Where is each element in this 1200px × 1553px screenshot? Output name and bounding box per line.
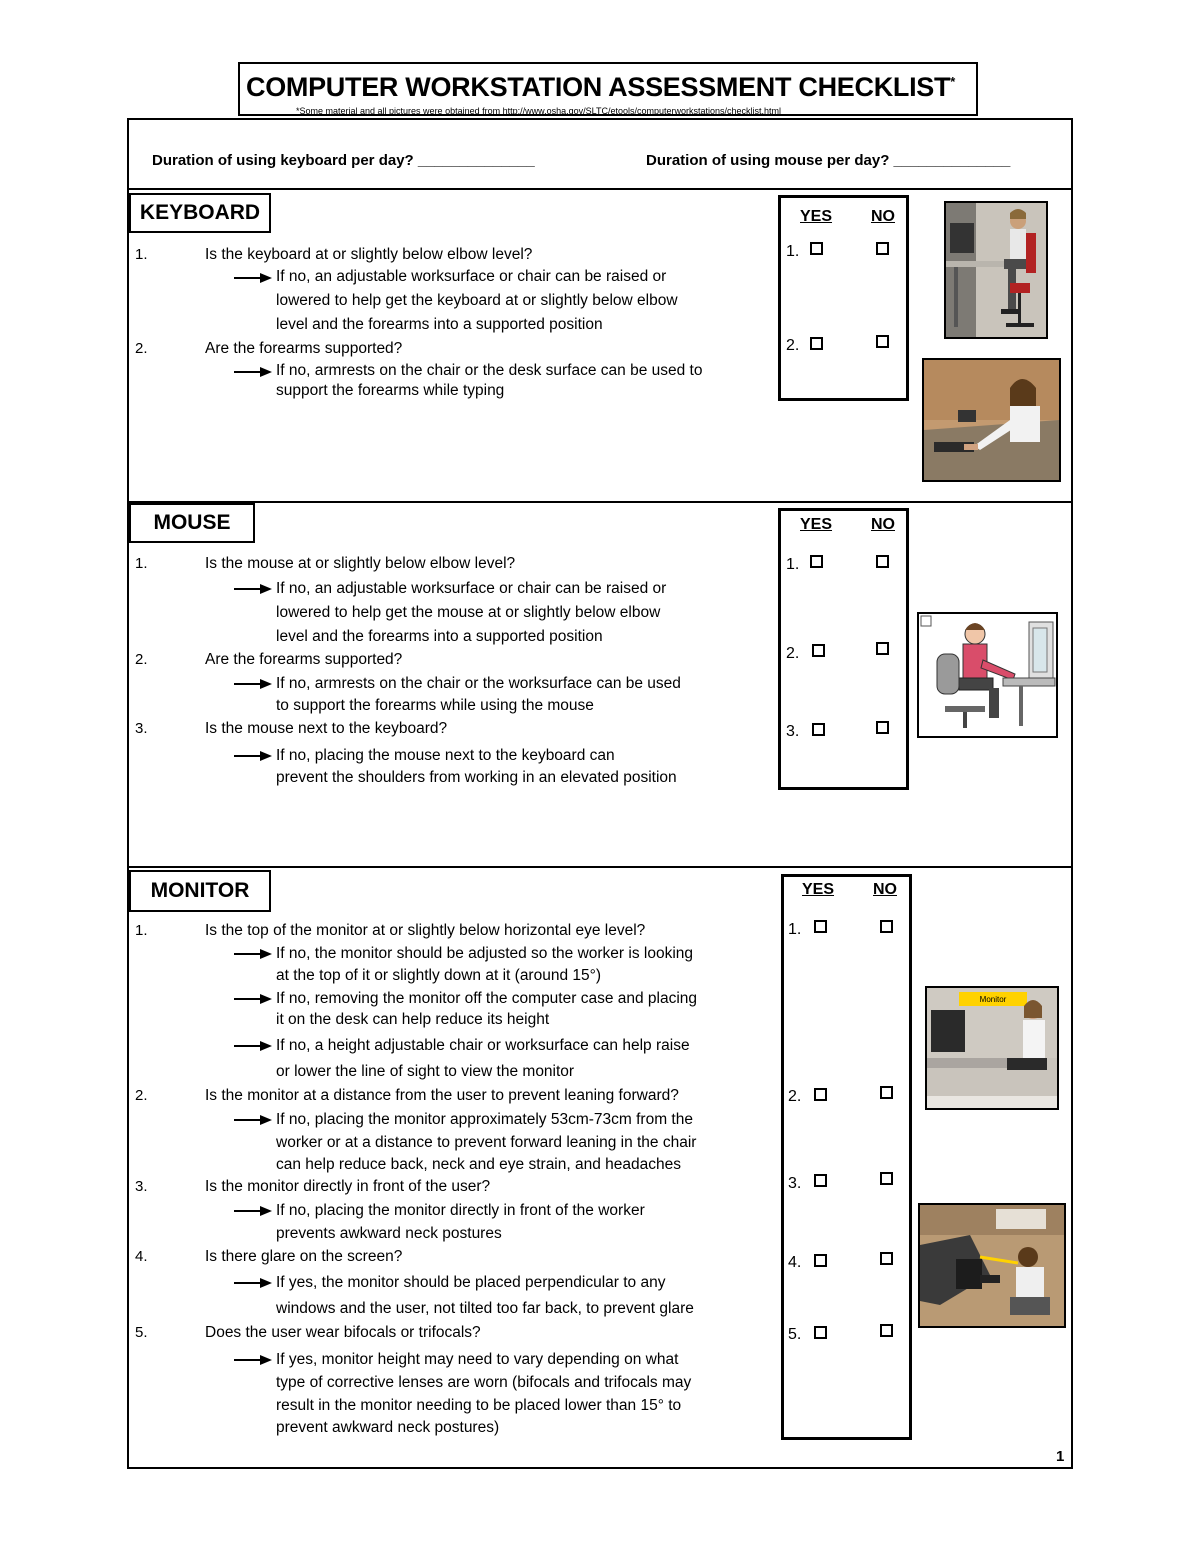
yes-checkbox[interactable] — [810, 555, 823, 568]
no-heading: NO — [871, 516, 895, 533]
hint-line: level and the forearms into a supported position — [276, 628, 603, 645]
question-text: Is the keyboard at or slightly below elbow level? — [205, 246, 533, 263]
yes-checkbox[interactable] — [812, 723, 825, 736]
mouse-heading: MOUSE — [129, 503, 255, 543]
hint-line: worker or at a distance to prevent forward leaning in the chair — [276, 1134, 697, 1151]
hint-line: If no, placing the mouse next to the keyboard can — [276, 747, 615, 764]
keyboard-heading: KEYBOARD — [129, 193, 271, 233]
yes-checkbox[interactable] — [810, 242, 823, 255]
question-text: Does the user wear bifocals or trifocals? — [205, 1324, 481, 1341]
keyboard-forearm-photo — [922, 358, 1061, 482]
yes-checkbox[interactable] — [814, 920, 827, 933]
hint-line: If no, an adjustable worksurface or chair can be raised or — [276, 580, 667, 597]
hint-line: If no, placing the monitor directly in front of the worker — [276, 1202, 645, 1219]
hint-line: prevents awkward neck postures — [276, 1225, 502, 1242]
no-checkbox[interactable] — [880, 920, 893, 933]
mouse-posture-illustration — [917, 612, 1058, 738]
check-label: 3. — [786, 723, 800, 740]
question-number: 1. — [135, 922, 148, 939]
hint-line: If yes, monitor height may need to vary depending on what — [276, 1351, 679, 1368]
arrow-icon — [234, 1040, 272, 1052]
hint-line: type of corrective lenses are worn (bifocals and trifocals may — [276, 1374, 692, 1391]
no-heading: NO — [873, 881, 897, 898]
question-text: Is the monitor directly in front of the user? — [205, 1178, 491, 1195]
no-checkbox[interactable] — [880, 1252, 893, 1265]
check-label: 5. — [788, 1326, 802, 1343]
photo-caption: Monitor — [979, 995, 1007, 1004]
source-note: *Some material and all pictures were obtained from http://www.osha.gov/SLTC/etools/computerworkstations/checklist.html — [296, 106, 782, 116]
hint-line: can help reduce back, neck and eye strain, and headaches — [276, 1156, 681, 1173]
question-text: Is the top of the monitor at or slightly below horizontal eye level? — [205, 922, 646, 939]
arrow-icon — [234, 948, 272, 960]
arrow-icon — [234, 678, 272, 690]
page-number: 1 — [1056, 1448, 1065, 1465]
yes-checkbox[interactable] — [814, 1088, 827, 1101]
hint-line: prevent the shoulders from working in an elevated position — [276, 769, 677, 786]
question-text: Are the forearms supported? — [205, 340, 403, 357]
hint-line: lowered to help get the keyboard at or slightly below elbow — [276, 292, 678, 309]
arrow-icon — [234, 366, 272, 378]
hint-line: support the forearms while typing — [276, 382, 505, 399]
monitor-answer-box — [781, 874, 912, 1440]
check-label: 1. — [786, 243, 800, 260]
hint-line: If no, the monitor should be adjusted so the worker is looking — [276, 945, 694, 962]
question-number: 3. — [135, 720, 148, 737]
no-checkbox[interactable] — [880, 1324, 893, 1337]
no-checkbox[interactable] — [876, 555, 889, 568]
check-label: 3. — [788, 1175, 802, 1192]
mouse-duration-label: Duration of using mouse per day? ______________ — [646, 152, 1011, 169]
yes-checkbox[interactable] — [814, 1254, 827, 1267]
arrow-icon — [234, 750, 272, 762]
yes-checkbox[interactable] — [814, 1174, 827, 1187]
arrow-icon — [234, 583, 272, 595]
no-checkbox[interactable] — [876, 242, 889, 255]
hint-line: lowered to help get the mouse at or slightly below elbow — [276, 604, 661, 621]
question-text: Is there glare on the screen? — [205, 1248, 403, 1265]
yes-heading: YES — [800, 208, 833, 225]
hint-line: prevent awkward neck postures) — [276, 1419, 500, 1436]
check-label: 2. — [786, 337, 800, 354]
hint-line: to support the forearms while using the mouse — [276, 697, 594, 714]
no-checkbox[interactable] — [880, 1086, 893, 1099]
hint-line: at the top of it or slightly down at it (around 15°) — [276, 967, 601, 984]
question-number: 2. — [135, 340, 148, 357]
no-heading: NO — [871, 208, 895, 225]
page-title: COMPUTER WORKSTATION ASSESSMENT CHECKLIST* — [246, 72, 955, 102]
arrow-icon — [234, 272, 272, 284]
yes-heading: YES — [800, 516, 833, 533]
question-number: 2. — [135, 651, 148, 668]
hint-line: result in the monitor needing to be placed lower than 15° to — [276, 1397, 682, 1414]
yes-heading: YES — [802, 881, 835, 898]
question-text: Is the mouse at or slightly below elbow level? — [205, 555, 516, 572]
question-number: 1. — [135, 246, 148, 263]
monitor-heading: MONITOR — [129, 870, 271, 912]
arrow-icon — [234, 993, 272, 1005]
question-number: 1. — [135, 555, 148, 572]
check-label: 1. — [788, 921, 802, 938]
monitor-height-photo — [925, 986, 1059, 1110]
question-number: 5. — [135, 1324, 148, 1341]
no-checkbox[interactable] — [880, 1172, 893, 1185]
question-number: 2. — [135, 1087, 148, 1104]
no-checkbox[interactable] — [876, 335, 889, 348]
check-label: 2. — [788, 1088, 802, 1105]
keyboard-duration-label: Duration of using keyboard per day? ______________ — [152, 152, 535, 169]
hint-line: If no, placing the monitor approximately 53cm-73cm from the — [276, 1111, 693, 1128]
hint-line: windows and the user, not tilted too far back, to prevent glare — [276, 1300, 694, 1317]
question-number: 3. — [135, 1178, 148, 1195]
arrow-icon — [234, 1205, 272, 1217]
check-label: 1. — [786, 556, 800, 573]
hint-line: If yes, the monitor should be placed perpendicular to any — [276, 1274, 666, 1291]
question-text: Are the forearms supported? — [205, 651, 403, 668]
no-checkbox[interactable] — [876, 642, 889, 655]
yes-checkbox[interactable] — [810, 337, 823, 350]
hint-line: or lower the line of sight to view the monitor — [276, 1063, 575, 1080]
yes-checkbox[interactable] — [812, 644, 825, 657]
no-checkbox[interactable] — [876, 721, 889, 734]
hint-line: If no, armrests on the chair or the desk surface can be used to — [276, 362, 703, 379]
question-number: 4. — [135, 1248, 148, 1265]
hint-line: it on the desk can help reduce its height — [276, 1011, 550, 1028]
check-label: 2. — [786, 645, 800, 662]
question-text: Is the mouse next to the keyboard? — [205, 720, 448, 737]
arrow-icon — [234, 1114, 272, 1126]
arrow-icon — [234, 1277, 272, 1289]
question-text: Is the monitor at a distance from the user to prevent leaning forward? — [205, 1087, 679, 1104]
monitor-glare-photo — [918, 1203, 1066, 1328]
yes-checkbox[interactable] — [814, 1326, 827, 1339]
keyboard-posture-photo — [944, 201, 1048, 339]
check-label: 4. — [788, 1254, 802, 1271]
hint-line: If no, a height adjustable chair or worksurface can help raise — [276, 1037, 690, 1054]
hint-line: If no, armrests on the chair or the worksurface can be used — [276, 675, 681, 692]
hint-line: If no, removing the monitor off the computer case and placing — [276, 990, 698, 1007]
hint-line: level and the forearms into a supported position — [276, 316, 603, 333]
hint-line: If no, an adjustable worksurface or chair can be raised or — [276, 268, 667, 285]
arrow-icon — [234, 1354, 272, 1366]
